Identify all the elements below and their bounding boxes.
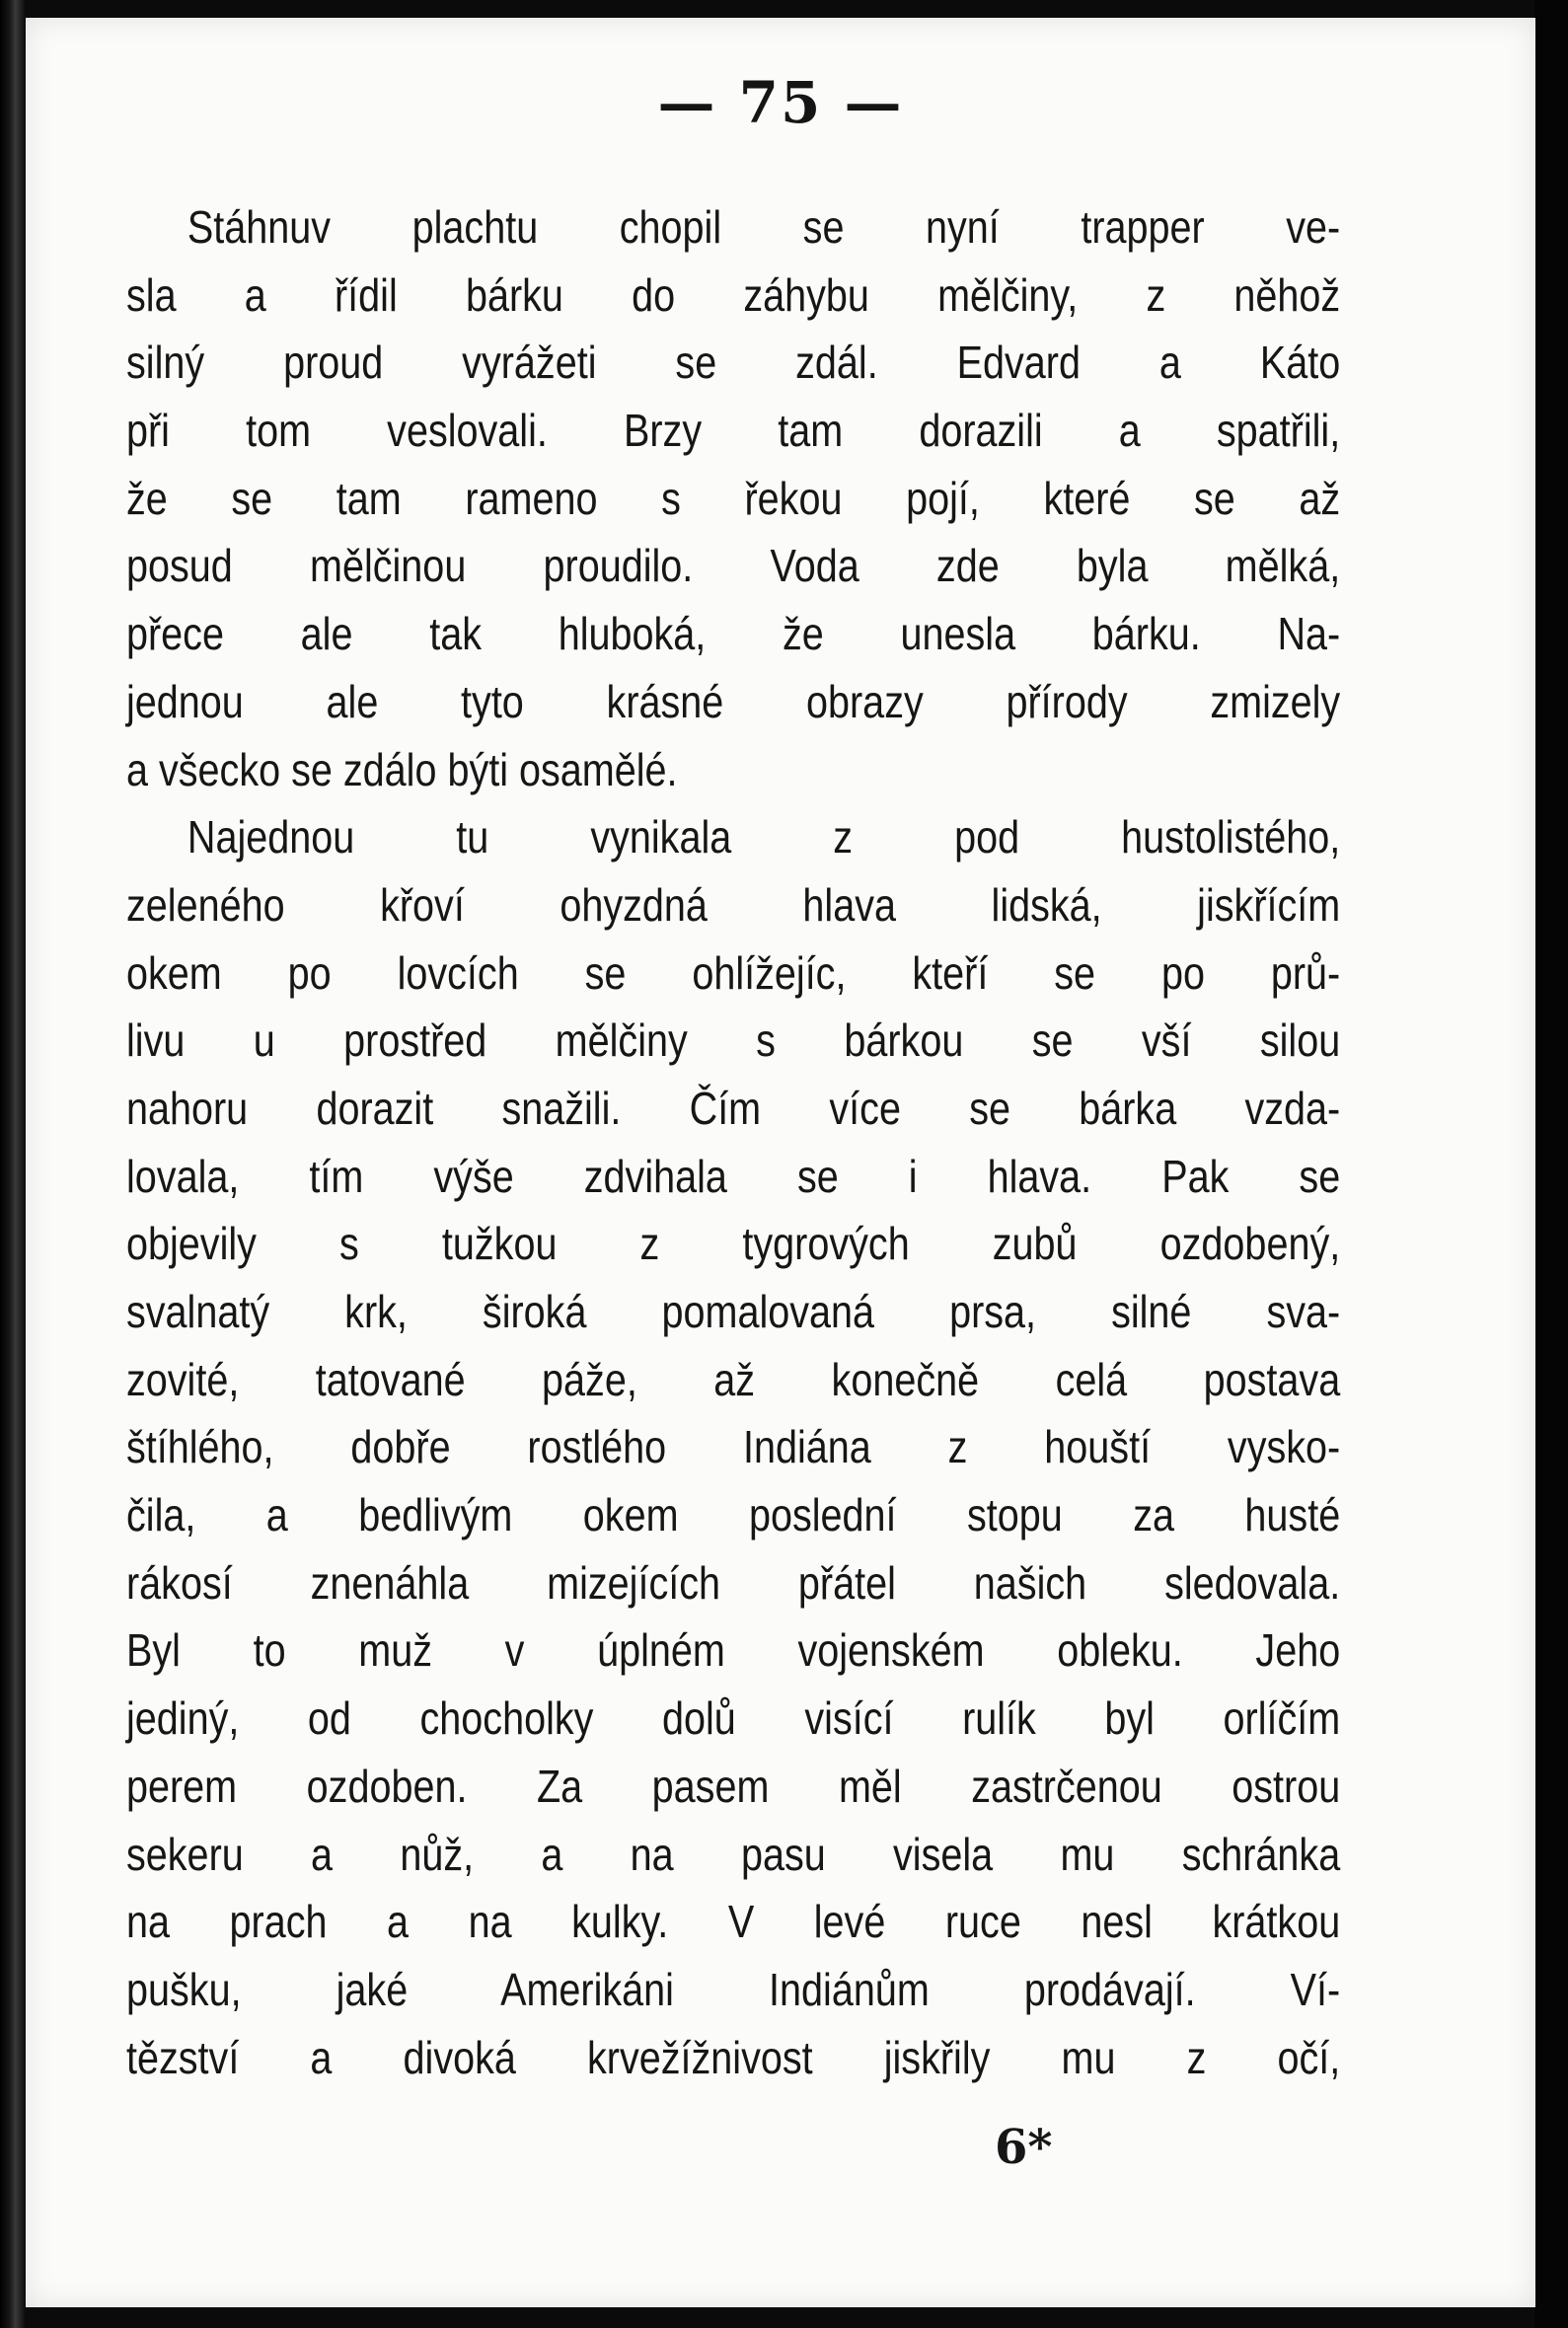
book-gutter-left [0,0,26,2328]
text-line: Stáhnuv plachtu chopil se nyní trapper ve- [187,201,1341,253]
text-line: okem po lovcích se ohlížejíc, kteří se po prů- [126,946,1341,999]
text-line: posud mělčinou proudilo. Voda zde byla mělká, [126,540,1341,592]
text-line: na prach a na kulky. V levé ruce nesl krátkou [126,1896,1341,1948]
text-line: zovité, tatované páže, až konečně celá postava [126,1353,1341,1405]
text-line: nahoru dorazit snažili. Čím více se bárka vzda- [126,1082,1341,1134]
page-number: — 75 — [657,69,904,136]
text-line: objevily s tužkou z tygrových zubů ozdobený, [126,1218,1341,1270]
text-line: silný proud vyrážeti se zdál. Edvard a Káto [126,337,1341,389]
text-line: rákosí znenáhla mizejících přátel našich sledovala. [126,1556,1341,1609]
body-text [126,193,1340,2091]
text-line: štíhlého, dobře rostlého Indiána z houští vysko- [126,1421,1341,1473]
text-line: svalnatý krk, široká pomalovaná prsa, silné sva- [126,1286,1341,1337]
text-line: tězství a divoká krvežížnivost jiskřily mu z očí, [126,2031,1341,2083]
text-line: přece ale tak hluboká, že unesla bárku. Na- [126,608,1341,660]
text-line: Byl to muž v úplném vojenském obleku. Jeho [126,1624,1341,1677]
text-line: jednou ale tyto krásné obrazy přírody zmizely [126,675,1341,727]
signature-mark: 6* [995,2120,1053,2175]
text-line: sekeru a nůž, a na pasu visela mu schránka [126,1828,1341,1880]
text-line: pušku, jaké Amerikáni Indiánům prodávají. Ví- [126,1963,1341,2015]
text-line: Najednou tu vynikala z pod hustolistého, [187,811,1341,864]
text-line: lovala, tím výše zdvihala se i hlava. Pak se [126,1150,1341,1202]
text-line: sla a řídil bárku do záhybu mělčiny, z něhož [126,268,1341,321]
text-line: zeleného křoví ohyzdná hlava lidská, jiskřícím [126,878,1341,931]
text-line: perem ozdoben. Za pasem měl zastrčenou ostrou [126,1760,1341,1812]
text-line: při tom veslovali. Brzy tam dorazili a spatřili, [126,405,1341,457]
book-page [26,18,1535,2307]
text-line: že se tam rameno s řekou pojí, které se až [126,472,1341,524]
text-line: jediný, od chocholky dolů visící rulík byl orlíčím [126,1692,1341,1745]
text-line: livu u prostřed mělčiny s bárkou se vší silou [126,1014,1341,1067]
scan-border-right [1534,0,1568,2328]
text-line: čila, a bedlivým okem poslední stopu za husté [126,1489,1341,1541]
text-line: a všecko se zdálo býti osamělé. [126,743,678,795]
